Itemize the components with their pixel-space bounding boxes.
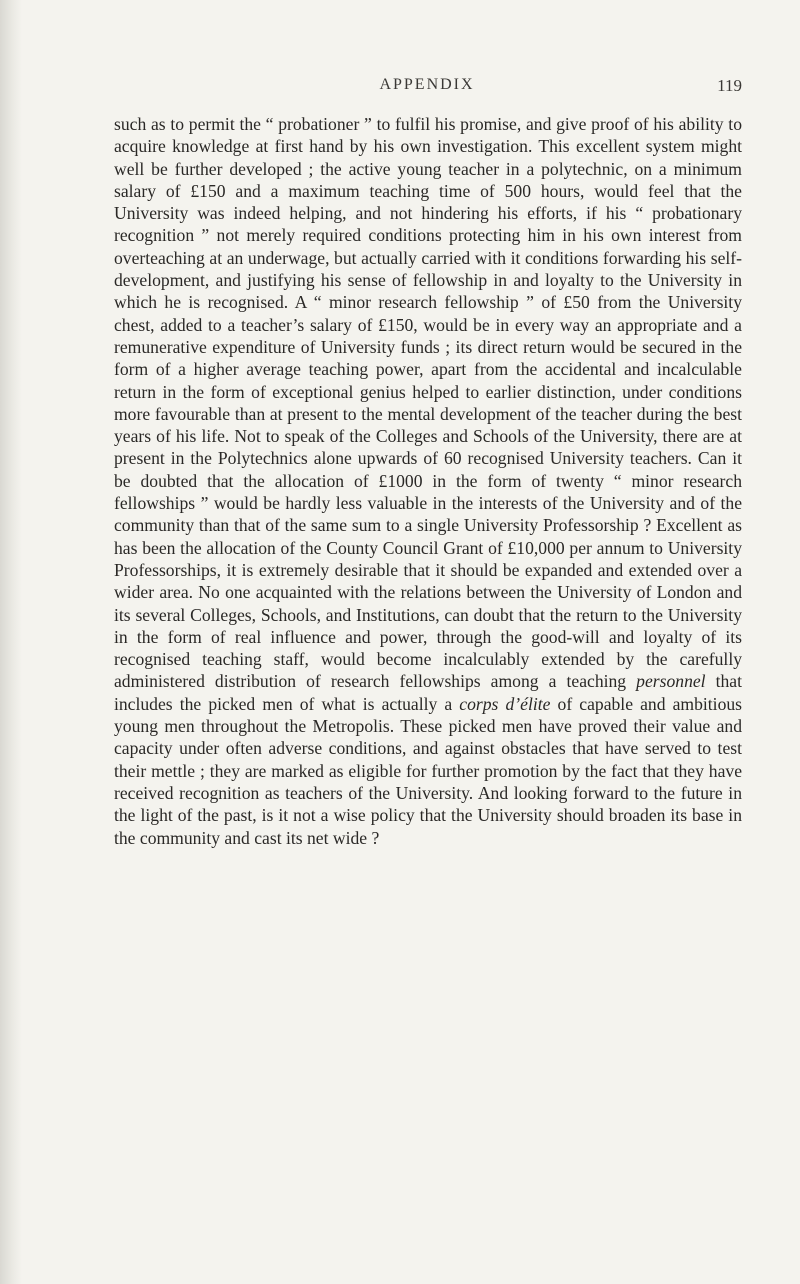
running-title: APPENDIX <box>379 76 475 93</box>
body-text <box>114 113 742 849</box>
page-edge-shadow <box>0 0 22 1284</box>
page-number: 119 <box>717 76 742 95</box>
text-segment: such as to permit the “ probationer ” to fulfil his promise, and give proof of his ability to acquire knowledge at first hand by his own investigation. This excellent system might well be further developed ; the active young teacher in a polytechnic, on a minimum salary of £150 and a maximum teaching time of 500 hours, would feel that the University was indeed helping, and not hindering his efforts, if his “ probationary recognition ” not merely required conditions protecting him in his own interest from overteaching at an underwage, but actually carried with it conditions forwarding his self-development, and justifying his sense of fellowship in and loyalty to the University in which he is recognised. A “ minor research fellowship ” of £50 from the University chest, added to a teacher’s salary of £150, would be in every way an appropriate and a remunerative expenditure of University funds ; its direct return would be secured in the form of a higher average teaching power, apart from the accidental and incalculable return in the form of exceptional genius helped to earlier distinction, under conditions more favourable than at present to the mental development of the teacher during the best years of his life. Not to speak of the Colleges and Schools of the University, there are at present in the Polytechnics alone upwards of 60 recognised University teachers. Can it be doubted that the allocation of £1000 in the form of twenty “ minor research fellowships ” would be hardly less valuable in the interests of the University and of the community than that of the same sum to a single University Professorship ? Excellent as has been the allocation of the County Council Grant of £10,000 per annum to University Professorships, it is extremely desirable that it should be expanded and extended over a wider area. No one acquainted with the relations between the University of London and its several Colleges, Schools, and Institutions, can doubt that the return to the University in the form of real influence and power, through the good-will and loyalty of its recognised teaching staff, would become incalculably extended by the carefully administered distribution of research fellowships among a teaching <box>114 114 742 692</box>
body-paragraph <box>114 113 742 849</box>
italic-personnel: personnel <box>636 671 706 692</box>
page-header <box>112 76 742 106</box>
text-segment: that includes the picked men of what is actually a <box>114 671 743 714</box>
text-segment: of capable and ambitious young men throughout the Metropolis. These picked men have proved their value and capacity under often adverse conditions, and against obstacles that have served to test their mettle ; they are marked as eligible for further promotion by the fact that they have received recognition as teachers of the University. And looking forward to the future in the light of the past, is it not a wise policy that the University should broaden its base in the community and cast its net wide ? <box>114 693 743 848</box>
italic-corps-delite: corps d’élite <box>459 693 551 714</box>
